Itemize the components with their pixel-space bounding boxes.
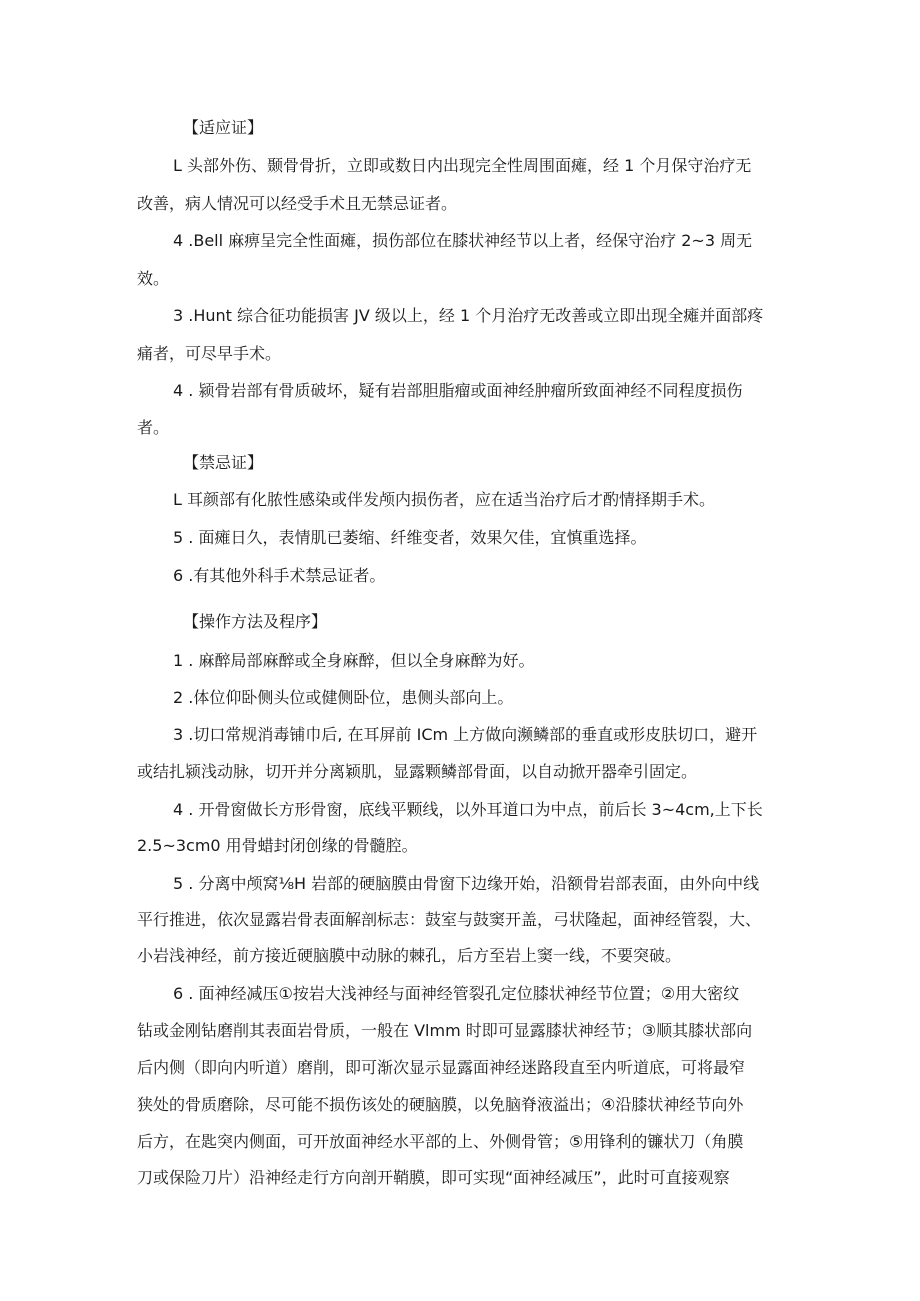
paragraph-line: L 头部外伤、颞骨骨折，立即或数日内出现完全性周围面瘫，经 1 个月保守治疗无: [173, 156, 752, 175]
paragraph-line: 者。: [137, 418, 170, 437]
paragraph-line: 后内侧（即向内听道）磨削，即可渐次显示显露面神经迷路段直至内听道底，可将最窄: [137, 1058, 746, 1077]
paragraph-line: 3 .Hunt 综合征功能损害 JV 级以上，经 1 个月治疗无改善或立即出现全瘫并面部疼: [173, 306, 764, 325]
paragraph-line: 1 . 麻醉局部麻醉或全身麻醉，但以全身麻醉为好。: [173, 651, 535, 670]
paragraph-line: 4 .Bell 麻痹呈完全性面瘫，损伤部位在膝状神经节以上者，经保守治疗 2~3 周无: [173, 231, 753, 250]
paragraph-line: 小岩浅神经，前方接近硬脑膜中动脉的棘孔，后方至岩上窦一线，不要突破。: [137, 946, 682, 965]
paragraph-line: 5 . 分离中颅窝⅛H 岩部的硬脑膜由骨窗下边缘开始，沿额骨岩部表面，由外向中线: [173, 874, 760, 893]
paragraph-line: 后方，在匙突内侧面，可开放面神经水平部的上、外侧骨管；⑤用锋利的镰状刀（角膜: [137, 1132, 744, 1151]
paragraph-line: 2.5~3cm0 用骨蜡封闭创缘的骨髓腔。: [137, 836, 418, 855]
paragraph-line: 4 . 颍骨岩部有骨质破坏，疑有岩部胆脂瘤或面神经肿瘤所致面神经不同程度损伤: [173, 381, 743, 400]
paragraph-line: 3 .切口常规消毒铺巾后, 在耳屏前 ICm 上方做向濒鳞部的垂直或形皮肤切口，避开: [173, 725, 758, 744]
paragraph-line: 6 . 面神经减压①按岩大浅神经与面神经管裂孔定位膝状神经节位置；②用大密纹: [173, 984, 740, 1003]
paragraph-line: 6 .有其他外科手术禁忌证者。: [173, 566, 386, 585]
paragraph-line: 痛者，可尽早手术。: [137, 344, 282, 363]
paragraph-line: 4 . 开骨窗做长方形骨窗，底线平颗线，以外耳道口为中点，前后长 3~4cm,上下长: [173, 800, 763, 819]
paragraph-line: 2 .体位仰卧侧头位或健侧卧位，患侧头部向上。: [173, 688, 514, 707]
paragraph-line: 效。: [137, 269, 170, 288]
paragraph-line: 或结扎颍浅动脉，切开并分离颖肌，显露颗鳞部骨面，以自动掀开器牵引固定。: [137, 762, 698, 781]
paragraph-line: 改善，病人情况可以经受手术且无禁忌证者。: [137, 194, 458, 213]
contraindications-heading: 【禁忌证】: [183, 453, 264, 472]
procedure-heading: 【操作方法及程序】: [183, 612, 328, 631]
paragraph-line: 狭处的骨质磨除，尽可能不损伤该处的硬脑膜，以免脑脊液溢出；④沿膝状神经节向外: [137, 1095, 744, 1114]
indications-heading: 【适应证】: [183, 118, 264, 137]
paragraph-line: L 耳颜部有化脓性感染或伴发颅内损伤者，应在适当治疗后才酌情择期手术。: [173, 490, 716, 509]
paragraph-line: 钻或金刚钻磨削其表面岩骨质，一般在 Vlmm 时即可显露膝状神经节；③顺其膝状部向: [137, 1021, 753, 1040]
paragraph-line: 刀或保险刀片）沿神经走行方向剖开鞘膜，即可实现“面神经减压”，此时可直接观察: [137, 1168, 730, 1187]
paragraph-line: 5 . 面瘫日久，表情肌已萎缩、纤维变者，效果欠佳，宜慎重选择。: [173, 528, 647, 547]
paragraph-line: 平行推进，依次显露岩骨表面解剖标志：鼓室与鼓窦开盖，弓状隆起，面神经管裂，大、: [137, 910, 762, 929]
